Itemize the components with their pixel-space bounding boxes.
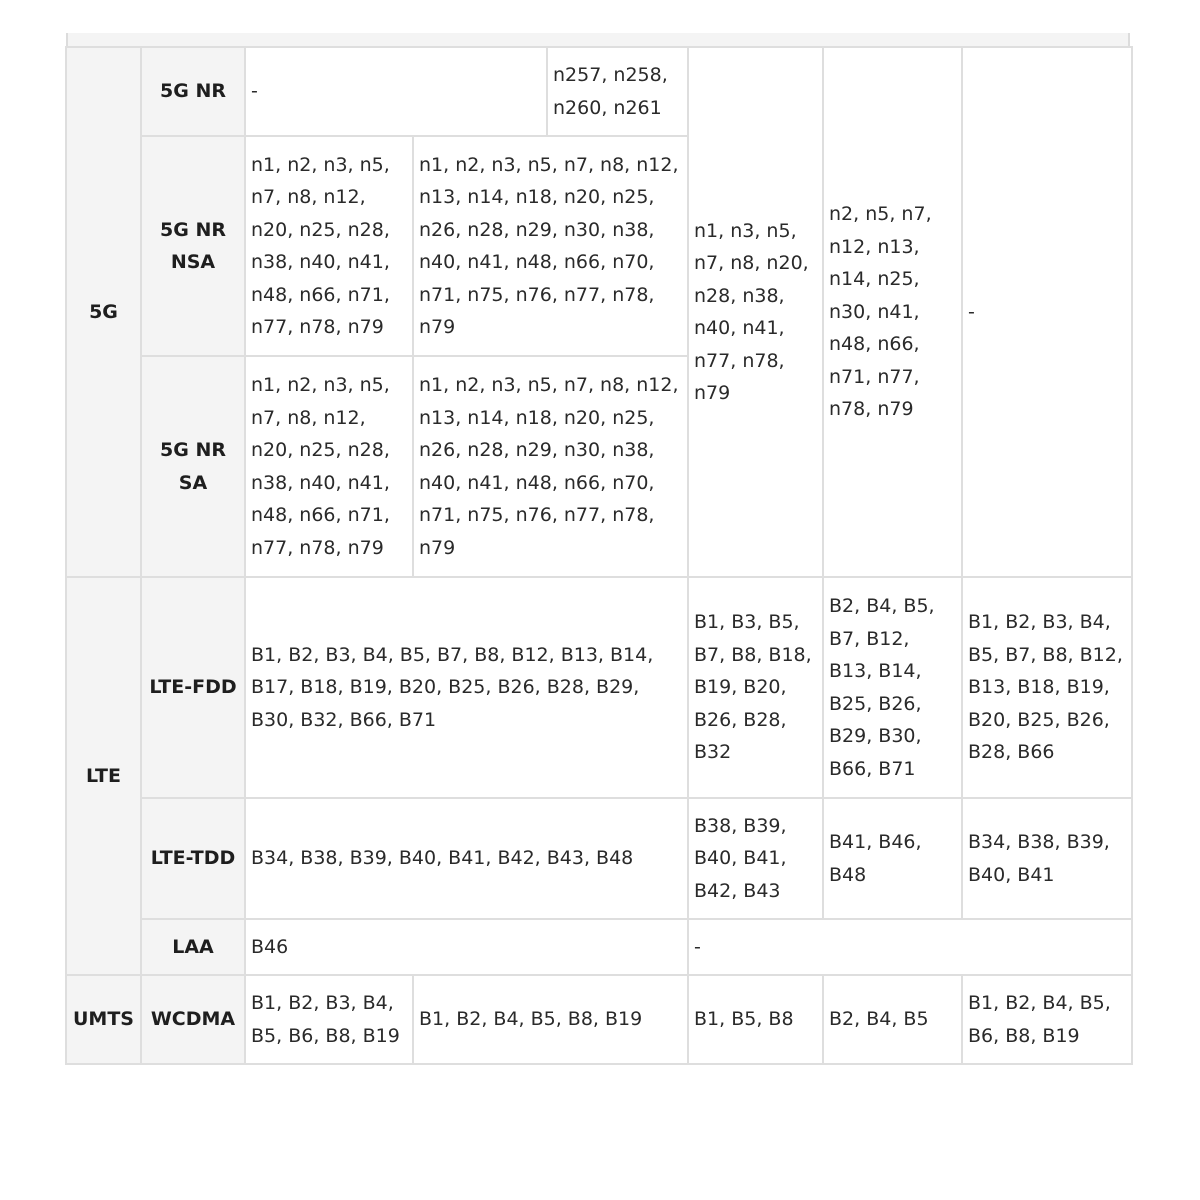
row-label-lte-fdd: LTE-FDD [141, 577, 245, 798]
table-cell: - [688, 919, 1132, 975]
table-row [66, 798, 1132, 919]
table-row [66, 577, 1132, 798]
table-cell: B1, B2, B4, B5, B8, B19 [413, 975, 688, 1064]
table-cell: n2, n5, n7, n12, n13, n14, n25, n30, n41, n48, n66, n71, n77, n78, n79 [823, 47, 962, 577]
row-label-wcdma: WCDMA [141, 975, 245, 1064]
row-label-5g-nr: 5G NR [141, 47, 245, 136]
table-cell: B46 [245, 919, 688, 975]
category-cell-umts: UMTS [66, 975, 141, 1064]
table-cell: B1, B2, B3, B4, B5, B6, B8, B19 [245, 975, 413, 1064]
band-support-table [65, 46, 1133, 1065]
table-cell: n1, n2, n3, n5, n7, n8, n12, n20, n25, n28, n38, n40, n41, n48, n66, n71, n77, n78, n79 [245, 356, 413, 577]
table-cell: n257, n258, n260, n261 [547, 47, 688, 136]
category-cell-lte: LTE [66, 577, 141, 975]
table-cell: n1, n2, n3, n5, n7, n8, n12, n20, n25, n28, n38, n40, n41, n48, n66, n71, n77, n78, n79 [245, 136, 413, 356]
table-cell: B1, B3, B5, B7, B8, B18, B19, B20, B26, B28, B32 [688, 577, 823, 798]
table-cell: B41, B46, B48 [823, 798, 962, 919]
table-top-strip [66, 33, 1130, 46]
table-cell: B2, B4, B5 [823, 975, 962, 1064]
table-row [66, 975, 1132, 1064]
table-cell: B1, B2, B3, B4, B5, B7, B8, B12, B13, B14, B17, B18, B19, B20, B25, B26, B28, B29, B30, B32, B66, B71 [245, 577, 688, 798]
table-cell: - [962, 47, 1132, 577]
table-cell: B34, B38, B39, B40, B41, B42, B43, B48 [245, 798, 688, 919]
table-cell: n1, n2, n3, n5, n7, n8, n12, n13, n14, n18, n20, n25, n26, n28, n29, n30, n38, n40, n41, n48, n66, n70, n71, n75, n76, n77, n78, n79 [413, 356, 688, 577]
table-cell: B38, B39, B40, B41, B42, B43 [688, 798, 823, 919]
table-row [66, 919, 1132, 975]
table-cell: B1, B5, B8 [688, 975, 823, 1064]
category-cell-5g: 5G [66, 47, 141, 577]
table-row [66, 47, 1132, 136]
table-cell: - [245, 47, 547, 136]
table-cell: B34, B38, B39, B40, B41 [962, 798, 1132, 919]
row-label-laa: LAA [141, 919, 245, 975]
table-cell: B1, B2, B3, B4, B5, B7, B8, B12, B13, B18, B19, B20, B25, B26, B28, B66 [962, 577, 1132, 798]
row-label-lte-tdd: LTE-TDD [141, 798, 245, 919]
table-cell: B1, B2, B4, B5, B6, B8, B19 [962, 975, 1132, 1064]
table-cell: n1, n2, n3, n5, n7, n8, n12, n13, n14, n18, n20, n25, n26, n28, n29, n30, n38, n40, n41, n48, n66, n70, n71, n75, n76, n77, n78, n79 [413, 136, 688, 356]
table-cell: n1, n3, n5, n7, n8, n20, n28, n38, n40, n41, n77, n78, n79 [688, 47, 823, 577]
table-cell: B2, B4, B5, B7, B12, B13, B14, B25, B26, B29, B30, B66, B71 [823, 577, 962, 798]
row-label-5g-nr-sa: 5G NR SA [141, 356, 245, 577]
row-label-5g-nr-nsa: 5G NR NSA [141, 136, 245, 356]
